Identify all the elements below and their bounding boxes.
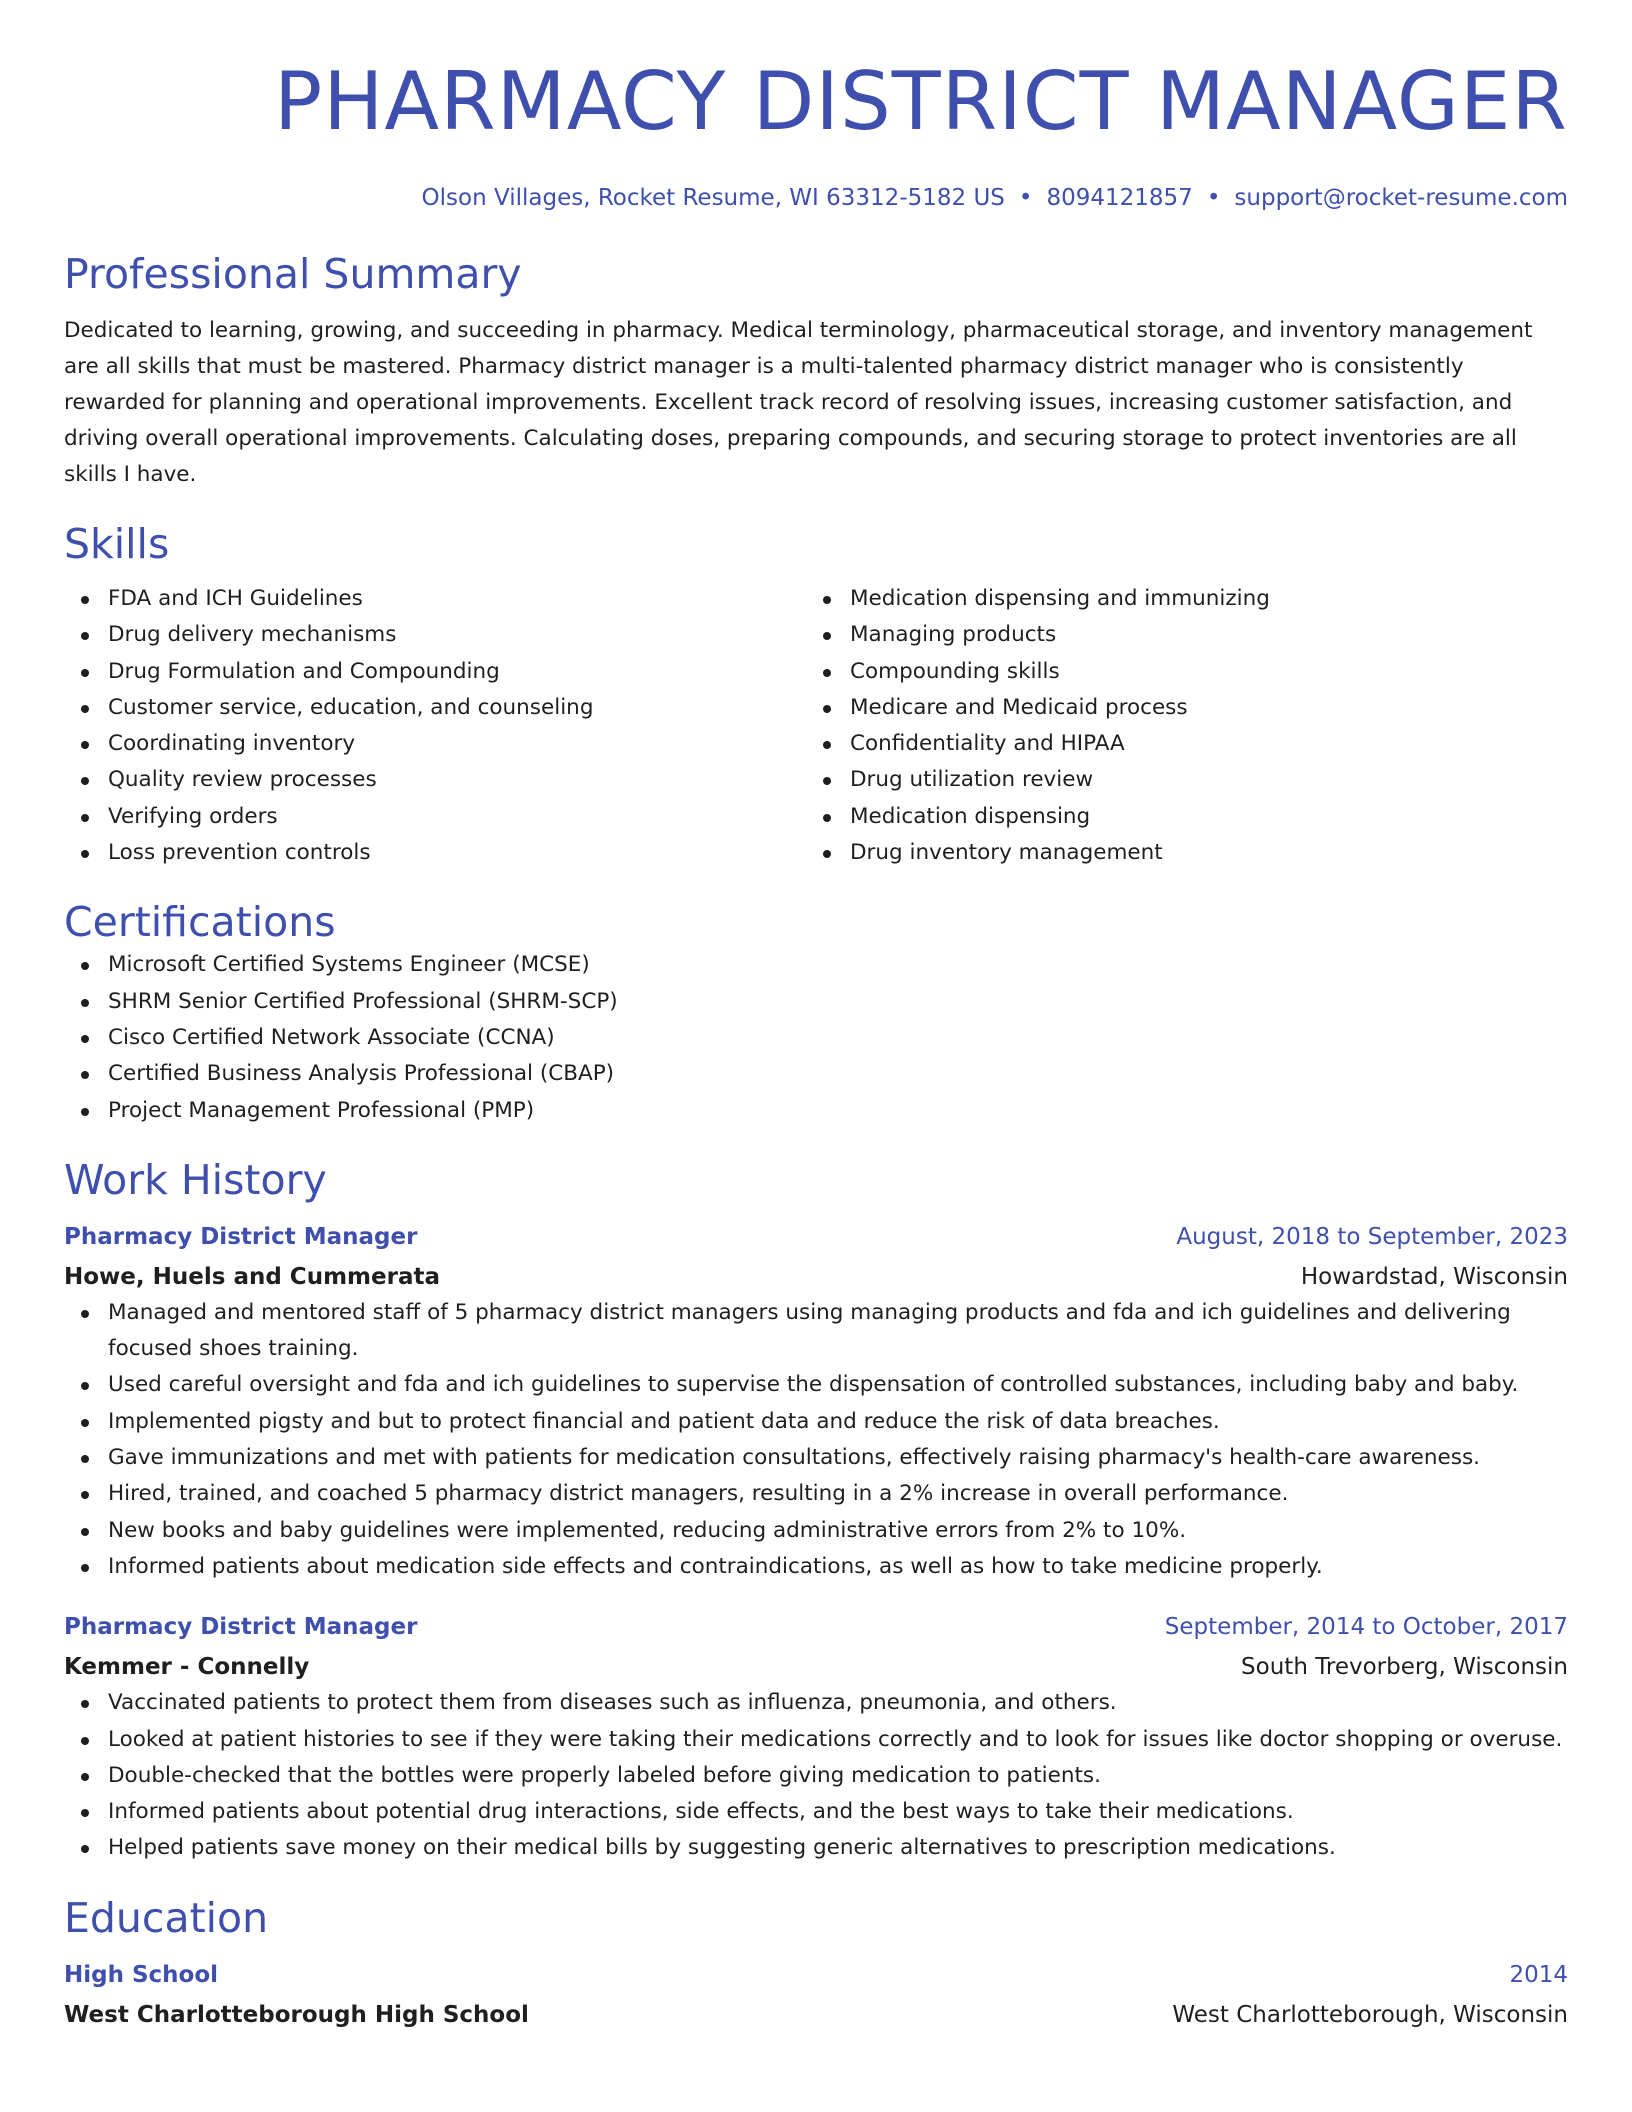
summary-heading: Professional Summary [64, 250, 522, 298]
skills-list-right [806, 581, 1548, 871]
job-duties-list [64, 1295, 1568, 1585]
job-duty: Informed patients about medication side effects and contraindications, as well as how to take medicine properly. [64, 1549, 1568, 1585]
job-duty: Used careful oversight and fda and ich guidelines to supervise the dispensation of controlled substances, including baby and baby. [64, 1367, 1568, 1403]
certification-item: Microsoft Certified Systems Engineer (MCSE) [64, 947, 1568, 983]
job-company-row [64, 1649, 1568, 1685]
skill-item: Loss prevention controls [64, 835, 806, 871]
contact-phone: 8094121857 [1046, 185, 1193, 211]
skill-item: Medication dispensing [806, 799, 1548, 835]
job-duties-list [64, 1685, 1568, 1866]
summary-text: Dedicated to learning, growing, and succeeding in pharmacy. Medical terminology, pharmaceutical storage, and inventory management are all skills that must be mastered. Pharmacy district manager is a multi-talented pharmacy district manager who is consistently rewarded for planning and operational improvements. Excellent track record of resolving issues, increasing customer satisfaction, and driving overall operational improvements. Calculating doses, preparing compounds, and securing storage to protect inventories are all skills I have. [64, 318, 1533, 487]
job-company: Kemmer - Connelly [64, 1654, 310, 1681]
job-role: Pharmacy District Manager [64, 1614, 418, 1641]
job-duty: Informed patients about potential drug interactions, side effects, and the best ways to take their medications. [64, 1794, 1568, 1830]
certifications-heading: Certifications [64, 898, 336, 947]
skill-item: Customer service, education, and counseling [64, 690, 806, 726]
job-company-row [64, 1259, 1568, 1295]
contact-separator: • [1206, 185, 1221, 211]
skill-item: Drug Formulation and Compounding [64, 654, 806, 690]
job-duty: Hired, trained, and coached 5 pharmacy district managers, resulting in a 2% increase in overall performance. [64, 1476, 1568, 1512]
education-location: West Charlotteborough, Wisconsin [1172, 2001, 1568, 2028]
skill-item: Quality review processes [64, 762, 806, 798]
job-location: Howardstad, Wisconsin [1300, 1263, 1568, 1290]
job-entry [64, 1609, 1568, 1866]
work-history-heading: Work History [64, 1155, 327, 1204]
skill-item: Drug delivery mechanisms [64, 617, 806, 653]
job-role-row [64, 1609, 1568, 1645]
education-degree-row [64, 1957, 1568, 1993]
skill-item: Confidentiality and HIPAA [806, 726, 1548, 762]
skill-item: Verifying orders [64, 799, 806, 835]
contact-line [64, 183, 1568, 213]
certifications-list [64, 947, 1568, 1128]
skills-list-left [64, 581, 806, 871]
job-duty: Looked at patient histories to see if they were taking their medications correctly and to look for issues like doctor shopping or overuse. [64, 1722, 1568, 1758]
job-role: Pharmacy District Manager [64, 1223, 418, 1250]
resume-title: PHARMACY DISTRICT MANAGER [273, 55, 1568, 148]
certification-item: Certified Business Analysis Professional (CBAP) [64, 1056, 1568, 1092]
education-heading: Education [64, 1893, 269, 1942]
skill-item: Managing products [806, 617, 1548, 653]
skill-item: Compounding skills [806, 654, 1548, 690]
education-degree: High School [64, 1961, 219, 1988]
skill-item: Coordinating inventory [64, 726, 806, 762]
education-school: West Charlotteborough High School [64, 2001, 529, 2028]
job-duty: Gave immunizations and met with patients for medication consultations, effectively raising pharmacy's health-care awareness. [64, 1440, 1568, 1476]
job-dates: August, 2018 to September, 2023 [1176, 1223, 1568, 1250]
skill-item: Drug utilization review [806, 762, 1548, 798]
job-dates: September, 2014 to October, 2017 [1164, 1614, 1568, 1641]
job-company: Howe, Huels and Cummerata [64, 1263, 440, 1290]
job-duty: Double-checked that the bottles were properly labeled before giving medication to patients. [64, 1758, 1568, 1794]
resume-page [64, 0, 1568, 2033]
contact-address: Olson Villages, Rocket Resume, WI 63312-5182 US [421, 185, 1005, 211]
skill-item: FDA and ICH Guidelines [64, 581, 806, 617]
skill-item: Drug inventory management [806, 835, 1548, 871]
certification-item: Cisco Certified Network Associate (CCNA) [64, 1020, 1568, 1056]
education-entry [64, 1957, 1568, 2033]
skills-heading: Skills [64, 520, 170, 568]
job-entry [64, 1219, 1568, 1585]
job-duty: New books and baby guidelines were implemented, reducing administrative errors from 2% to 10%. [64, 1513, 1568, 1549]
job-duty: Vaccinated patients to protect them from diseases such as influenza, pneumonia, and others. [64, 1685, 1568, 1721]
job-location: South Trevorberg, Wisconsin [1241, 1654, 1568, 1681]
certification-item: Project Management Professional (PMP) [64, 1093, 1568, 1129]
skill-item: Medication dispensing and immunizing [806, 581, 1548, 617]
resume-header [64, 0, 1568, 213]
education-school-row [64, 1997, 1568, 2033]
skills-grid [64, 581, 1568, 871]
job-duty: Helped patients save money on their medical bills by suggesting generic alternatives to prescription medications. [64, 1830, 1568, 1866]
certification-item: SHRM Senior Certified Professional (SHRM-SCP) [64, 984, 1568, 1020]
job-duty: Implemented pigsty and but to protect financial and patient data and reduce the risk of data breaches. [64, 1404, 1568, 1440]
job-role-row [64, 1219, 1568, 1255]
skill-item: Medicare and Medicaid process [806, 690, 1548, 726]
education-year: 2014 [1509, 1961, 1568, 1988]
contact-email: support@rocket-resume.com [1234, 185, 1568, 211]
contact-separator: • [1018, 185, 1033, 211]
job-duty: Managed and mentored staff of 5 pharmacy district managers using managing products and fda and ich guidelines and delivering focused shoes training. [64, 1295, 1568, 1368]
